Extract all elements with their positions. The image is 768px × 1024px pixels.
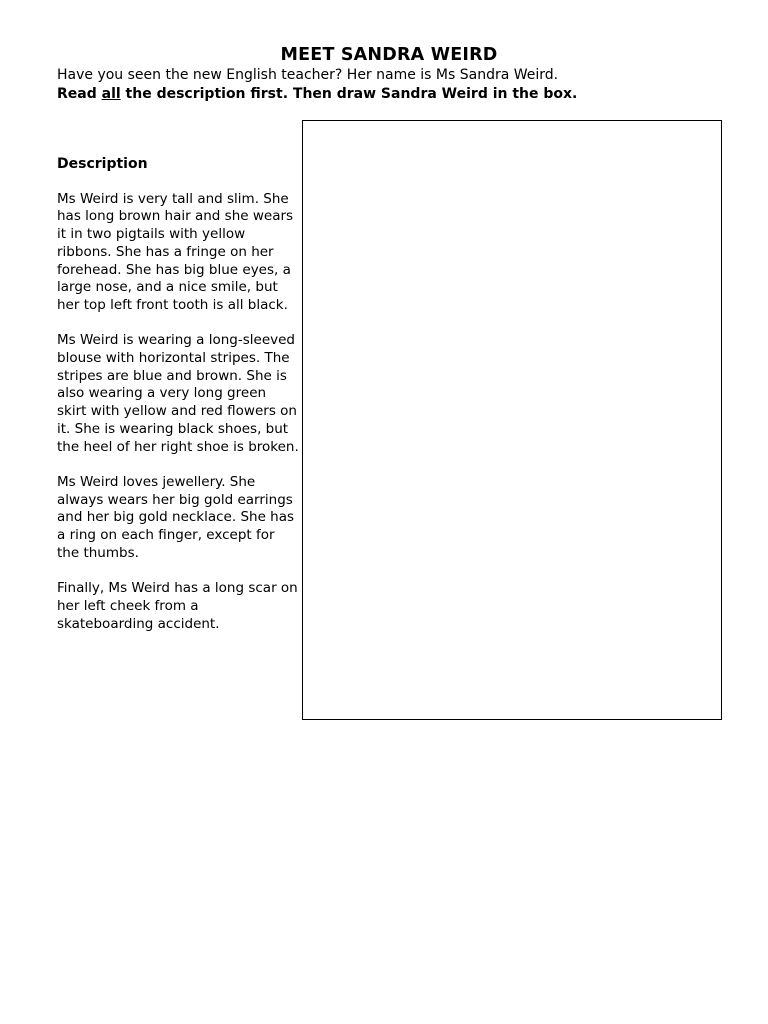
description-paragraph-clothing: Ms Weird is wearing a long-sleeved blouse with horizontal stripes. The stripes are blue and brown. She is also wearing a very long green skirt with yellow and red flowers on it. She is wearing black shoes, but the heel of her right shoe is broken. [57, 332, 299, 455]
description-paragraph-jewellery: Ms Weird loves jewellery. She always wears her big gold earrings and her big gold necklace. She has a ring on each finger, except for the thumbs. [57, 473, 295, 561]
description-section [57, 156, 299, 651]
page-title: MEET SANDRA WEIRD [280, 45, 498, 65]
instruction-after: the description first. Then draw Sandra Weird in the box. [120, 86, 578, 102]
instruction-emphasis: all [101, 86, 121, 102]
instruction-before: Read [57, 86, 102, 102]
drawing-box [302, 120, 722, 720]
description-heading: Description [57, 156, 148, 172]
instruction-text [57, 85, 577, 103]
description-paragraph-scar: Finally, Ms Weird has a long scar on her left cheek from a skateboarding accident. [57, 580, 298, 632]
intro-text: Have you seen the new English teacher? Her name is Ms Sandra Weird. [57, 67, 559, 83]
description-paragraph-appearance: Ms Weird is very tall and slim. She has long brown hair and she wears it in two pigtails with yellow ribbons. She has a fringe on her forehead. She has big blue eyes, a large nose, and a nice smile, but her top left front tooth is all black. [57, 190, 294, 313]
